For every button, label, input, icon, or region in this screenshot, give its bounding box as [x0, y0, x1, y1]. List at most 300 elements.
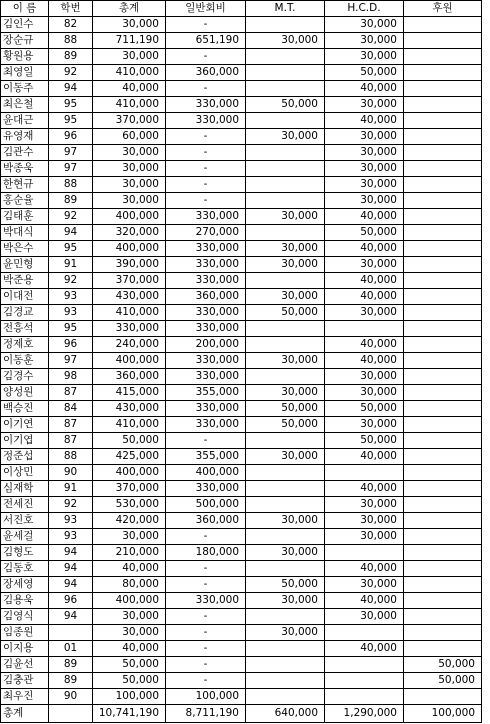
cell-hcd: 40,000 [325, 209, 404, 225]
cell-hcd: 30,000 [325, 145, 404, 161]
table-row [1, 273, 482, 289]
cell-total: 400,000 [93, 209, 166, 225]
table-row [1, 449, 482, 465]
cell-total: 60,000 [93, 129, 166, 145]
cell-support [404, 513, 482, 529]
cell-total: 360,000 [93, 369, 166, 385]
cell-mt: 30,000 [246, 593, 325, 609]
cell-support [404, 225, 482, 241]
cell-total: 410,000 [93, 65, 166, 81]
table-row [1, 641, 482, 657]
table-row [1, 161, 482, 177]
cell-hcd: 50,000 [325, 65, 404, 81]
cell-year: 89 [49, 673, 93, 689]
table-row [1, 81, 482, 97]
cell-total: 50,000 [93, 673, 166, 689]
cell-mt: 30,000 [246, 449, 325, 465]
cell-total: 240,000 [93, 337, 166, 353]
cell-general-dues: - [166, 433, 246, 449]
cell-name: 정준섭 [1, 449, 49, 465]
table-row [1, 657, 482, 673]
cell-year: 89 [49, 49, 93, 65]
cell-total: 50,000 [93, 433, 166, 449]
cell-support: 50,000 [404, 657, 482, 673]
cell-year: 97 [49, 145, 93, 161]
table-row [1, 417, 482, 433]
cell-support [404, 241, 482, 257]
cell-general-dues: - [166, 657, 246, 673]
cell-support [404, 625, 482, 641]
cell-support [404, 401, 482, 417]
cell-support [404, 273, 482, 289]
cell-general-dues: 180,000 [166, 545, 246, 561]
table-row [1, 209, 482, 225]
cell-hcd [325, 673, 404, 689]
cell-support [404, 65, 482, 81]
table-row [1, 305, 482, 321]
cell-general-dues: 330,000 [166, 353, 246, 369]
cell-mt [246, 17, 325, 33]
cell-general-dues: - [166, 561, 246, 577]
cell-support [404, 417, 482, 433]
cell-name: 박준용 [1, 273, 49, 289]
table-row [1, 65, 482, 81]
cell-mt: 30,000 [246, 513, 325, 529]
header-name: 이 름 [1, 1, 49, 17]
cell-total: 30,000 [93, 161, 166, 177]
cell-mt [246, 225, 325, 241]
table-row [1, 193, 482, 209]
cell-support [404, 145, 482, 161]
cell-general-dues: 360,000 [166, 289, 246, 305]
cell-name: 박은수 [1, 241, 49, 257]
cell-general-dues: 100,000 [166, 689, 246, 705]
cell-total: 370,000 [93, 273, 166, 289]
table-row [1, 497, 482, 513]
cell-support [404, 129, 482, 145]
header-year: 학번 [49, 1, 93, 17]
cell-name: 홍순율 [1, 193, 49, 209]
cell-support [404, 561, 482, 577]
cell-year: 92 [49, 273, 93, 289]
cell-total: 370,000 [93, 113, 166, 129]
table-row [1, 321, 482, 337]
cell-hcd: 30,000 [325, 513, 404, 529]
cell-hcd: 40,000 [325, 449, 404, 465]
cell-general-dues: 330,000 [166, 481, 246, 497]
cell-name: 김경수 [1, 369, 49, 385]
cell-hcd: 30,000 [325, 577, 404, 593]
cell-hcd: 50,000 [325, 225, 404, 241]
cell-support [404, 321, 482, 337]
cell-general-dues: - [166, 145, 246, 161]
cell-support [404, 369, 482, 385]
cell-general-dues: - [166, 177, 246, 193]
total-support: 100,000 [404, 705, 482, 723]
table-row [1, 465, 482, 481]
cell-name: 김경교 [1, 305, 49, 321]
cell-hcd [325, 657, 404, 673]
cell-name: 이상민 [1, 465, 49, 481]
table-row [1, 33, 482, 49]
cell-name: 이동훈 [1, 353, 49, 369]
cell-hcd: 40,000 [325, 289, 404, 305]
cell-hcd: 50,000 [325, 401, 404, 417]
cell-year: 91 [49, 481, 93, 497]
cell-year: 97 [49, 353, 93, 369]
cell-mt [246, 433, 325, 449]
cell-hcd [325, 465, 404, 481]
cell-total: 30,000 [93, 145, 166, 161]
table-row [1, 177, 482, 193]
cell-general-dues: 500,000 [166, 497, 246, 513]
cell-general-dues: 330,000 [166, 401, 246, 417]
cell-total: 430,000 [93, 289, 166, 305]
total-sum: 10,741,190 [93, 705, 166, 723]
cell-support [404, 113, 482, 129]
cell-hcd [325, 689, 404, 705]
cell-hcd: 40,000 [325, 337, 404, 353]
cell-hcd: 50,000 [325, 433, 404, 449]
cell-year: 93 [49, 529, 93, 545]
cell-total: 420,000 [93, 513, 166, 529]
cell-hcd [325, 545, 404, 561]
cell-support [404, 481, 482, 497]
table-row [1, 385, 482, 401]
cell-year: 87 [49, 433, 93, 449]
cell-mt [246, 497, 325, 513]
cell-total: 40,000 [93, 641, 166, 657]
cell-name: 김형도 [1, 545, 49, 561]
cell-mt [246, 273, 325, 289]
total-label: 총계 [1, 705, 49, 723]
cell-total: 40,000 [93, 561, 166, 577]
cell-mt [246, 481, 325, 497]
cell-mt [246, 161, 325, 177]
cell-year: 93 [49, 305, 93, 321]
cell-name: 전흥석 [1, 321, 49, 337]
cell-name: 유영재 [1, 129, 49, 145]
cell-support [404, 353, 482, 369]
cell-year: 95 [49, 113, 93, 129]
cell-support [404, 433, 482, 449]
cell-general-dues: - [166, 625, 246, 641]
cell-hcd: 40,000 [325, 353, 404, 369]
table-body [1, 17, 482, 705]
cell-general-dues: 330,000 [166, 113, 246, 129]
cell-year: 92 [49, 65, 93, 81]
cell-general-dues: - [166, 609, 246, 625]
cell-name: 장순규 [1, 33, 49, 49]
cell-name: 장세영 [1, 577, 49, 593]
cell-total: 30,000 [93, 625, 166, 641]
cell-hcd: 30,000 [325, 177, 404, 193]
cell-total: 370,000 [93, 481, 166, 497]
cell-total: 330,000 [93, 321, 166, 337]
table-row [1, 257, 482, 273]
cell-general-dues: 330,000 [166, 273, 246, 289]
cell-mt: 30,000 [246, 625, 325, 641]
cell-mt: 30,000 [246, 353, 325, 369]
cell-hcd: 40,000 [325, 641, 404, 657]
cell-support [404, 81, 482, 97]
table-row [1, 689, 482, 705]
cell-support [404, 385, 482, 401]
cell-general-dues: - [166, 161, 246, 177]
total-year [49, 705, 93, 723]
cell-mt [246, 465, 325, 481]
cell-mt: 30,000 [246, 289, 325, 305]
cell-support [404, 593, 482, 609]
table-row [1, 289, 482, 305]
cell-support [404, 177, 482, 193]
cell-support [404, 449, 482, 465]
cell-general-dues: 330,000 [166, 241, 246, 257]
cell-general-dues: 355,000 [166, 449, 246, 465]
cell-mt: 50,000 [246, 305, 325, 321]
cell-support: 50,000 [404, 673, 482, 689]
cell-mt [246, 609, 325, 625]
cell-total: 410,000 [93, 97, 166, 113]
cell-total: 30,000 [93, 177, 166, 193]
cell-hcd: 30,000 [325, 497, 404, 513]
cell-general-dues: - [166, 49, 246, 65]
cell-mt: 30,000 [246, 129, 325, 145]
cell-year: 89 [49, 657, 93, 673]
table-row [1, 625, 482, 641]
table-row [1, 353, 482, 369]
cell-year: 98 [49, 369, 93, 385]
cell-mt [246, 369, 325, 385]
cell-year: 93 [49, 289, 93, 305]
cell-name: 박대식 [1, 225, 49, 241]
cell-name: 김충관 [1, 673, 49, 689]
cell-total: 30,000 [93, 609, 166, 625]
cell-name: 윤대근 [1, 113, 49, 129]
cell-mt [246, 641, 325, 657]
cell-general-dues: 330,000 [166, 257, 246, 273]
cell-general-dues: 360,000 [166, 65, 246, 81]
cell-hcd: 40,000 [325, 81, 404, 97]
table-row [1, 145, 482, 161]
cell-support [404, 529, 482, 545]
cell-mt [246, 193, 325, 209]
cell-year: 95 [49, 241, 93, 257]
cell-name: 이대전 [1, 289, 49, 305]
cell-year: 87 [49, 417, 93, 433]
cell-year: 96 [49, 129, 93, 145]
cell-hcd: 30,000 [325, 529, 404, 545]
cell-total: 410,000 [93, 417, 166, 433]
cell-year: 88 [49, 33, 93, 49]
cell-total: 400,000 [93, 593, 166, 609]
cell-hcd: 30,000 [325, 305, 404, 321]
table-row [1, 113, 482, 129]
cell-hcd: 30,000 [325, 49, 404, 65]
cell-mt [246, 113, 325, 129]
cell-name: 김인수 [1, 17, 49, 33]
cell-general-dues: 330,000 [166, 97, 246, 113]
cell-year: 94 [49, 81, 93, 97]
cell-year: 93 [49, 513, 93, 529]
cell-year: 94 [49, 609, 93, 625]
cell-support [404, 641, 482, 657]
cell-hcd: 30,000 [325, 129, 404, 145]
cell-hcd: 40,000 [325, 481, 404, 497]
cell-total: 430,000 [93, 401, 166, 417]
cell-hcd: 40,000 [325, 113, 404, 129]
cell-support [404, 609, 482, 625]
cell-mt [246, 145, 325, 161]
cell-name: 서진호 [1, 513, 49, 529]
cell-name: 김윤선 [1, 657, 49, 673]
table-row [1, 513, 482, 529]
cell-year: 94 [49, 561, 93, 577]
cell-support [404, 97, 482, 113]
cell-total: 400,000 [93, 241, 166, 257]
cell-mt [246, 657, 325, 673]
table-row [1, 49, 482, 65]
total-general-dues: 8,711,190 [166, 705, 246, 723]
cell-year: 94 [49, 225, 93, 241]
table-row [1, 593, 482, 609]
cell-support [404, 577, 482, 593]
cell-year: 01 [49, 641, 93, 657]
cell-mt: 30,000 [246, 33, 325, 49]
cell-hcd: 30,000 [325, 369, 404, 385]
table-row [1, 337, 482, 353]
cell-general-dues: 355,000 [166, 385, 246, 401]
cell-year: 92 [49, 497, 93, 513]
cell-year: 95 [49, 321, 93, 337]
cell-year: 89 [49, 193, 93, 209]
header-total: 총계 [93, 1, 166, 17]
header-hcd: H.C.D. [325, 1, 404, 17]
cell-hcd: 40,000 [325, 273, 404, 289]
cell-general-dues: - [166, 17, 246, 33]
cell-general-dues: - [166, 577, 246, 593]
cell-support [404, 193, 482, 209]
cell-general-dues: - [166, 529, 246, 545]
cell-general-dues: 651,190 [166, 33, 246, 49]
cell-mt: 30,000 [246, 257, 325, 273]
cell-name: 백승진 [1, 401, 49, 417]
table-row [1, 401, 482, 417]
cell-year [49, 625, 93, 641]
cell-support [404, 689, 482, 705]
cell-hcd [325, 321, 404, 337]
cell-mt: 50,000 [246, 97, 325, 113]
cell-support [404, 497, 482, 513]
cell-hcd: 30,000 [325, 17, 404, 33]
cell-hcd: 40,000 [325, 561, 404, 577]
cell-general-dues: - [166, 193, 246, 209]
cell-general-dues: 330,000 [166, 593, 246, 609]
table-row [1, 673, 482, 689]
cell-hcd: 30,000 [325, 97, 404, 113]
cell-total: 50,000 [93, 657, 166, 673]
cell-mt [246, 689, 325, 705]
cell-general-dues: 330,000 [166, 369, 246, 385]
cell-total: 30,000 [93, 17, 166, 33]
cell-name: 전세진 [1, 497, 49, 513]
cell-name: 임종원 [1, 625, 49, 641]
cell-year: 90 [49, 465, 93, 481]
cell-hcd: 30,000 [325, 33, 404, 49]
cell-total: 711,190 [93, 33, 166, 49]
cell-mt [246, 337, 325, 353]
cell-name: 김태훈 [1, 209, 49, 225]
cell-name: 정제호 [1, 337, 49, 353]
cell-name: 최영일 [1, 65, 49, 81]
cell-general-dues: 400,000 [166, 465, 246, 481]
cell-name: 윤민형 [1, 257, 49, 273]
total-hcd: 1,290,000 [325, 705, 404, 723]
cell-support [404, 305, 482, 321]
total-row [1, 705, 482, 723]
cell-mt: 30,000 [246, 209, 325, 225]
cell-total: 30,000 [93, 193, 166, 209]
cell-name: 심재학 [1, 481, 49, 497]
cell-mt: 50,000 [246, 401, 325, 417]
table-row [1, 577, 482, 593]
table-row [1, 561, 482, 577]
cell-support [404, 465, 482, 481]
cell-total: 425,000 [93, 449, 166, 465]
cell-name: 최은철 [1, 97, 49, 113]
cell-year: 94 [49, 577, 93, 593]
header-general-dues: 일반회비 [166, 1, 246, 17]
header-row [1, 1, 482, 17]
cell-total: 210,000 [93, 545, 166, 561]
cell-total: 400,000 [93, 353, 166, 369]
cell-total: 100,000 [93, 689, 166, 705]
cell-mt: 50,000 [246, 417, 325, 433]
table-row [1, 529, 482, 545]
cell-support [404, 209, 482, 225]
cell-name: 박종욱 [1, 161, 49, 177]
cell-total: 30,000 [93, 49, 166, 65]
cell-year: 88 [49, 449, 93, 465]
cell-mt [246, 673, 325, 689]
cell-general-dues: - [166, 81, 246, 97]
cell-name: 김영식 [1, 609, 49, 625]
cell-mt: 50,000 [246, 577, 325, 593]
cell-hcd: 40,000 [325, 241, 404, 257]
table-row [1, 545, 482, 561]
cell-name: 이지용 [1, 641, 49, 657]
cell-mt: 30,000 [246, 545, 325, 561]
table-row [1, 433, 482, 449]
cell-year: 94 [49, 545, 93, 561]
cell-support [404, 33, 482, 49]
cell-year: 88 [49, 177, 93, 193]
cell-total: 80,000 [93, 577, 166, 593]
cell-total: 530,000 [93, 497, 166, 513]
cell-year: 91 [49, 257, 93, 273]
cell-mt [246, 65, 325, 81]
cell-total: 415,000 [93, 385, 166, 401]
cell-general-dues: 360,000 [166, 513, 246, 529]
cell-mt: 30,000 [246, 241, 325, 257]
cell-year: 87 [49, 385, 93, 401]
cell-general-dues: - [166, 641, 246, 657]
cell-mt [246, 177, 325, 193]
cell-year: 90 [49, 689, 93, 705]
cell-name: 한현규 [1, 177, 49, 193]
cell-support [404, 49, 482, 65]
cell-mt [246, 49, 325, 65]
